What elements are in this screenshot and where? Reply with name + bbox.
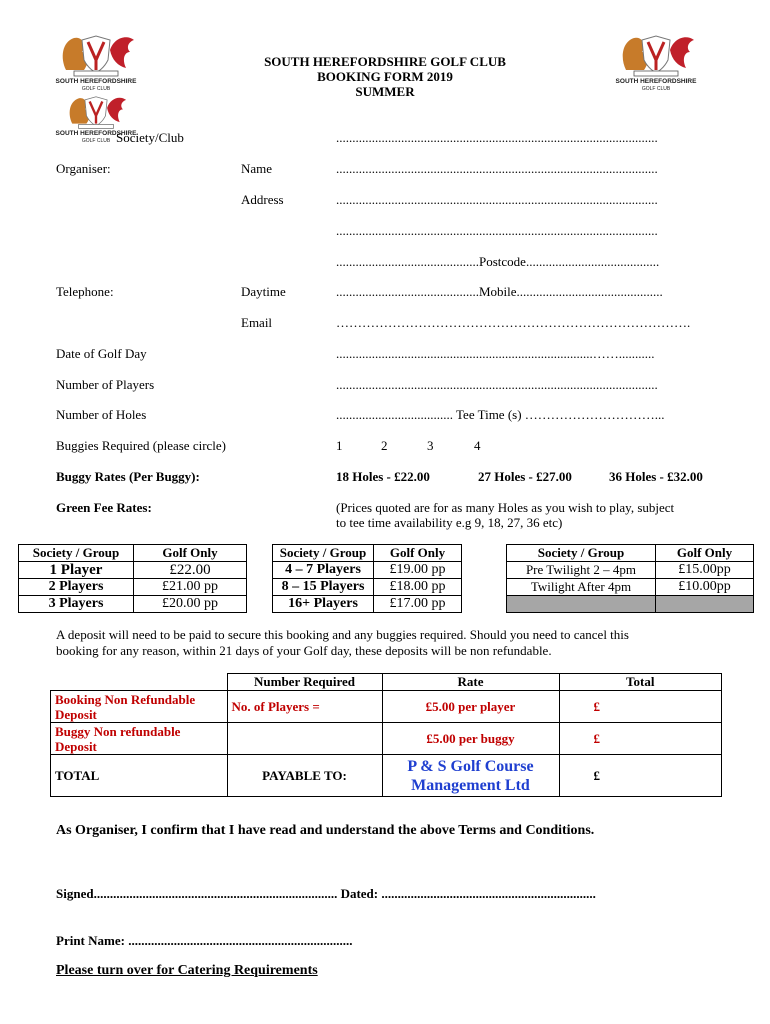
rate-table-large-groups [272,544,462,613]
form-season: SUMMER [355,84,415,99]
mobile-field[interactable]: ............................................Mobile............................................. [336,284,663,299]
table-cell: £22.00 [134,562,247,579]
players-number-cell[interactable]: No. of Players = [227,691,382,723]
table-cell: 3 Players [19,596,134,613]
table-cell: Pre Twilight 2 – 4pm [507,562,656,579]
table-header: Golf Only [134,545,247,562]
logo-subtext: GOLF CLUB [81,138,111,144]
table-cell: 8 – 15 Players [273,579,374,596]
buggy-rate-cell: £5.00 per buggy [382,723,559,755]
rate-table-small-groups [18,544,247,613]
players-field[interactable]: ................................................................................................... [336,377,658,392]
green-fee-note-2: to tee time availability e.g 9, 18, 27, 36 etc) [336,515,563,530]
signed-dated-line[interactable]: Signed........................................................................... Dated: .................................................................. [56,886,596,901]
telephone-label: Telephone: [56,284,114,299]
table-cell: 16+ Players [273,596,374,613]
date-field[interactable]: ...............................................................................……........... [336,346,655,361]
postcode-field[interactable]: ............................................Postcode......................................... [336,254,660,269]
address-field-2[interactable]: ................................................................................................... [336,223,658,238]
buggy-rate-36: 36 Holes - £32.00 [609,469,703,484]
table-cell: £10.00pp [656,579,754,596]
payee-name-line-2: Management Ltd [411,776,530,794]
table-cell: £15.00pp [656,562,754,579]
society-label: Society/Club [116,130,184,145]
table-header: Golf Only [374,545,462,562]
buggy-number-cell[interactable] [227,723,382,755]
payee-cell [382,755,559,797]
green-fee-note-1: (Prices quoted are for as many Holes as you wish to play, subject [336,500,675,515]
table-cell: 4 – 7 Players [273,562,374,579]
table-header: Rate [382,674,559,691]
society-field[interactable]: ................................................................................................... [336,130,658,145]
buggy-deposit-label: Buggy Non refundable Deposit [51,723,228,755]
payment-table [50,673,722,797]
booking-deposit-label: Booking Non Refundable Deposit [51,691,228,723]
name-field[interactable]: ................................................................................................... [336,161,658,176]
form-title: SOUTH HEREFORDSHIRE GOLF CLUB [264,54,506,69]
address-label: Address [241,192,284,207]
table-cell: £20.00 pp [134,596,247,613]
table-header: Total [559,674,722,691]
buggy-rate-18: 18 Holes - £22.00 [336,469,430,484]
logo-subtext: GOLF CLUB [81,86,111,92]
deposit-text-1: A deposit will need to be paid to secure this booking and any buggies required. Should you need to cancel this [56,627,629,642]
form-subtitle: BOOKING FORM 2019 [317,69,453,84]
logo-text: SOUTH HEREFORDSHIRE [615,78,697,85]
payee-name-line-1: P & S Golf Course [407,757,534,775]
total-label: TOTAL [51,755,228,797]
address-field-1[interactable]: ................................................................................................... [336,192,658,207]
empty-grey-cell [507,596,656,613]
buggy-rates-label: Buggy Rates (Per Buggy): [56,469,200,484]
payable-to-label: PAYABLE TO: [227,755,382,797]
grand-total-cell[interactable]: £ [559,755,722,797]
buggy-option-4[interactable]: 4 [474,438,481,453]
name-label: Name [241,161,273,176]
logo-subtext: GOLF CLUB [641,86,671,92]
table-cell: 1 Player [19,562,134,579]
logo-text: SOUTH HEREFORDSHIRE [55,78,137,85]
buggy-option-3[interactable]: 3 [427,438,434,453]
table-header: Society / Group [19,545,134,562]
deposit-text-2: booking for any reason, within 21 days of your Golf day, these deposits will be non refundable. [56,643,552,658]
rate-table-twilight [506,544,754,613]
email-field[interactable]: ………………………………………………………………………. [336,315,691,330]
table-header: Golf Only [656,545,754,562]
table-cell: £21.00 pp [134,579,247,596]
holes-label: Number of Holes [56,407,147,422]
table-header: Society / Group [273,545,374,562]
logo-text: SOUTH HEREFORDSHIRE [52,130,140,138]
table-cell: 2 Players [19,579,134,596]
table-header-empty [51,674,228,691]
players-label: Number of Players [56,377,155,392]
table-cell: £19.00 pp [374,562,462,579]
table-header: Number Required [227,674,382,691]
print-name-line[interactable]: Print Name: ..................................................................... [56,933,353,948]
buggy-option-1[interactable]: 1 [336,438,343,453]
organiser-label: Organiser: [56,161,111,176]
table-cell: £18.00 pp [374,579,462,596]
buggy-rate-27: 27 Holes - £27.00 [478,469,572,484]
holes-teetime-field[interactable]: .................................... Tee Time (s) …………………………... [336,407,665,422]
turn-over-note: Please turn over for Catering Requirements [56,963,318,978]
booking-total-cell[interactable]: £ [559,691,722,723]
table-cell: Twilight After 4pm [507,579,656,596]
daytime-label: Daytime [241,284,286,299]
email-label: Email [241,315,273,330]
date-label: Date of Golf Day [56,346,147,361]
buggy-option-2[interactable]: 2 [381,438,388,453]
empty-grey-cell [656,596,754,613]
green-fee-label: Green Fee Rates: [56,500,152,515]
player-rate-cell: £5.00 per player [382,691,559,723]
buggies-label: Buggies Required (please circle) [56,438,227,453]
table-cell: £17.00 pp [374,596,462,613]
confirm-text: As Organiser, I confirm that I have read and understand the above Terms and Conditions. [56,823,595,838]
table-header: Society / Group [507,545,656,562]
buggy-total-cell[interactable]: £ [559,723,722,755]
